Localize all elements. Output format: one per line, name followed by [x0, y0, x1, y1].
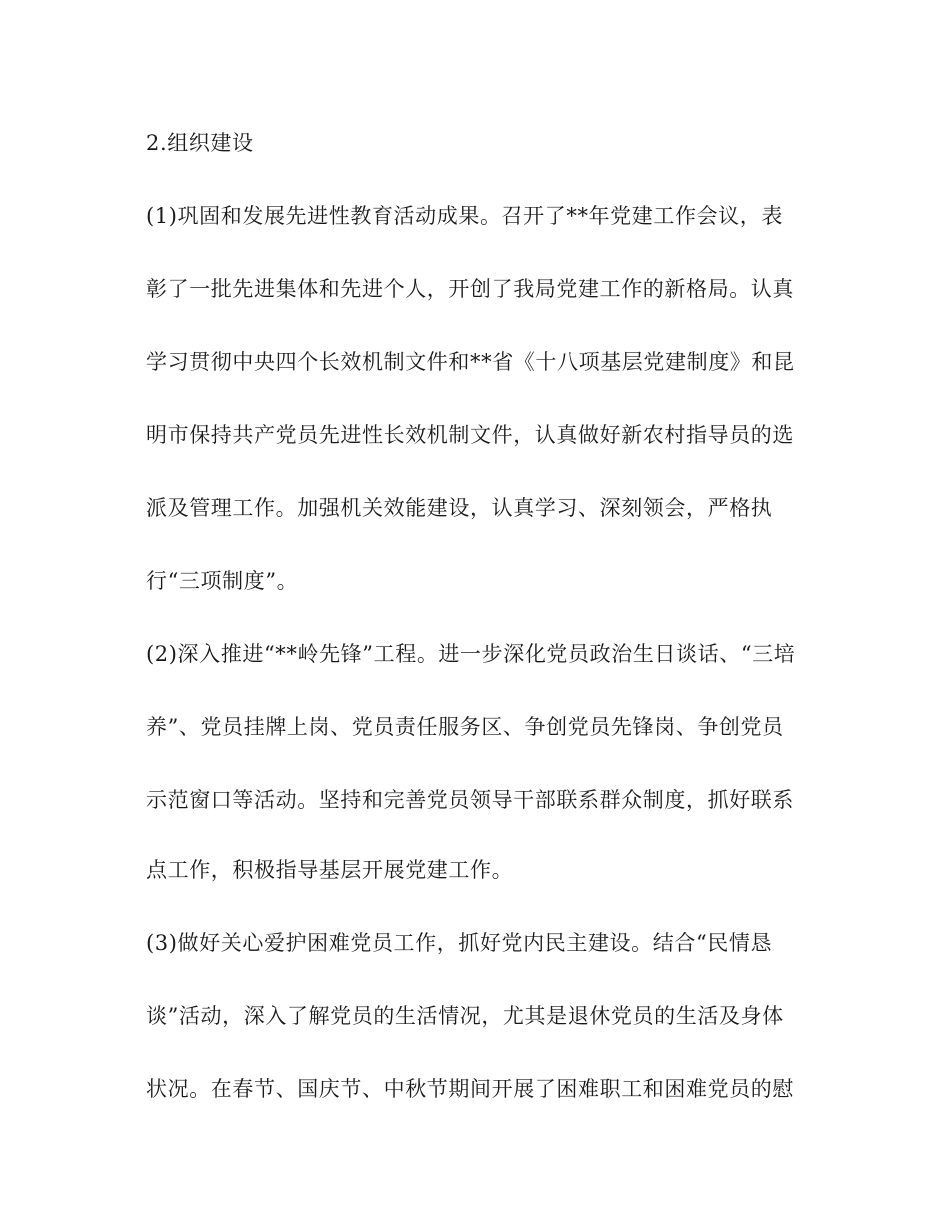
paragraph-line: 行“三项制度”。 [146, 569, 299, 593]
paragraph-line: (2)深入推进“**岭先锋”工程。进一步深化党员政治生日谈话、“三培 [146, 642, 796, 666]
paragraph-line: 派及管理工作。加强机关效能建设，认真学习、深刻领会，严格执 [146, 496, 773, 520]
paragraph-line: 养”、党员挂牌上岗、党员责任服务区、争创党员先锋岗、争创党员 [146, 715, 784, 739]
paragraph-line: 点工作，积极指导基层开展党建工作。 [146, 858, 514, 882]
paragraph-line: 彰了一批先进集体和先进个人，开创了我局党建工作的新格局。认真 [146, 277, 794, 301]
paragraph-line: (1)巩固和发展先进性教育活动成果。召开了**年党建工作会议，表 [146, 204, 783, 228]
section-heading: 2.组织建设 [146, 131, 254, 155]
paragraph-line: 示范窗口等活动。坚持和完善党员领导干部联系群众制度，抓好联系 [146, 788, 794, 812]
paragraph-line: 学习贯彻中央四个长效机制文件和**省《十八项基层党建制度》和昆 [146, 350, 795, 374]
paragraph-line: 状况。在春节、国庆节、中秋节期间开展了困难职工和困难党员的慰 [146, 1077, 794, 1101]
paragraph-line: 谈”活动，深入了解党员的生活情况，尤其是退休党员的生活及身体 [146, 1004, 784, 1028]
paragraph-line: (3)做好关心爱护困难党员工作，抓好党内民主建设。结合“民情恳 [146, 931, 773, 955]
paragraph-line: 明市保持共产党员先进性长效机制文件，认真做好新农村指导员的选 [146, 423, 794, 447]
